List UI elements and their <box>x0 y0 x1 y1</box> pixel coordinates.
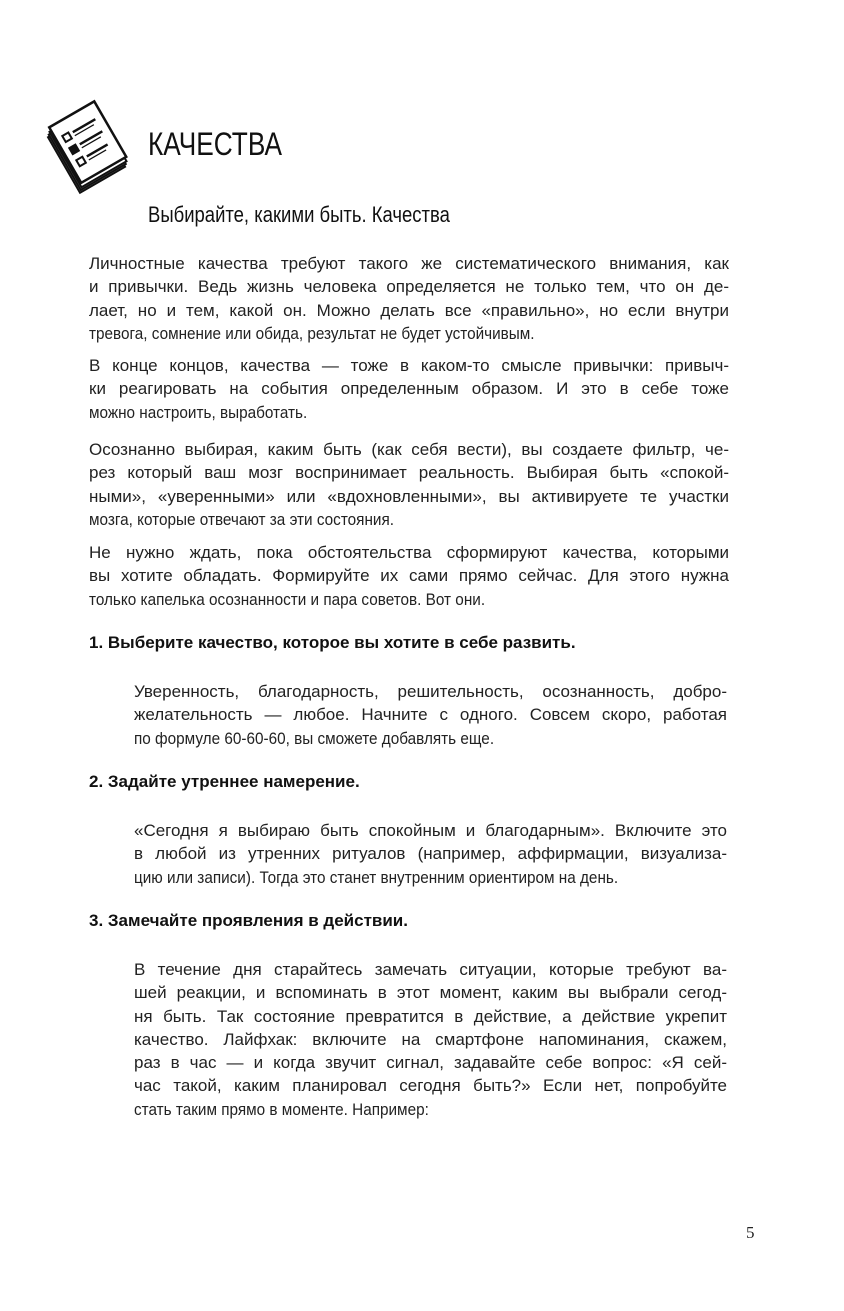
intro-paragraph-4 <box>89 541 729 611</box>
text-line: цию или записи). Тогда это станет внутренним ориентиром на день. <box>134 867 619 887</box>
intro-paragraph-3 <box>89 438 729 531</box>
text-line: можно настроить, выработать. <box>89 402 308 422</box>
text-line: вы хотите обладать. Формируйте их сами прямо сейчас. Для этого нужна <box>89 566 729 586</box>
text-line: желательность — любое. Начните с одного. Совсем скоро, работая <box>134 705 727 725</box>
text-line: раз в час — и когда звучит сигнал, задавайте себе вопрос: «Я сей- <box>134 1053 727 1073</box>
text-line: Личностные качества требуют такого же систематического внимания, как <box>89 254 729 273</box>
text-line: В течение дня старайтесь замечать ситуации, которые требуют ва- <box>134 960 727 979</box>
step-3-heading: 3. Замечайте проявления в действии. <box>89 911 408 930</box>
chapter-subtitle: Выбирайте, какими быть. Качества <box>148 202 450 227</box>
intro-paragraph-1 <box>89 252 729 345</box>
text-line: в любой из утренних ритуалов (например, аффирмации, визуализа- <box>134 844 727 864</box>
step-1-text <box>134 680 727 750</box>
text-line: ными», «уверенными» или «вдохновленными», вы активируете те участки <box>89 486 729 506</box>
chapter-title: КАЧЕСТВА <box>148 126 282 162</box>
text-line: только капелька осознанности и пара советов. Вот они. <box>89 589 486 609</box>
step-2-text <box>134 819 727 889</box>
text-line: ки реагировать на события определенным образом. И это в себе тоже <box>89 379 729 399</box>
page-number: 5 <box>746 1223 755 1242</box>
step-1-heading: 1. Выберите качество, которое вы хотите в себе развить. <box>89 633 576 652</box>
text-line: тревога, сомнение или обида, результат не будет устойчивым. <box>89 323 535 343</box>
text-line: «Сегодня я выбираю быть спокойным и благодарным». Включите это <box>134 821 727 840</box>
text-line: лает, но и тем, какой он. Можно делать все «правильно», но если внутри <box>89 300 729 320</box>
text-line: ня быть. Так состояние превратится в действие, а действие укрепит <box>134 1006 727 1026</box>
text-line: Осознанно выбирая, каким быть (как себя вести), вы создаете фильтр, че- <box>89 440 729 459</box>
text-line: час такой, каким планировал сегодня быть?» Если нет, попробуйте <box>134 1076 727 1096</box>
text-line: по формуле 60-60-60, вы сможете добавлять еще. <box>134 728 495 748</box>
text-line: В конце концов, качества — тоже в каком-то смысле привычки: привыч- <box>89 356 729 375</box>
intro-paragraph-2 <box>89 354 729 424</box>
text-line: Не нужно ждать, пока обстоятельства сформируют качества, которыми <box>89 543 729 562</box>
step-3-text <box>134 958 727 1121</box>
step-2-heading: 2. Задайте утреннее намерение. <box>89 772 360 791</box>
text-line: шей реакции, и вспоминать в этот момент, каким вы выбрали сегод- <box>134 983 727 1003</box>
text-line: рез который ваш мозг воспринимает реальность. Выбирая быть «спокой- <box>89 463 729 483</box>
text-line: стать таким прямо в моменте. Например: <box>134 1099 429 1119</box>
text-line: Уверенность, благодарность, решительность, осознанность, добро- <box>134 682 727 701</box>
text-line: мозга, которые отвечают за эти состояния. <box>89 509 394 529</box>
text-line: и привычки. Ведь жизнь человека определяется не только тем, что он де- <box>89 277 729 297</box>
text-line: качество. Лайфхак: включите на смартфоне напоминания, скажем, <box>134 1029 727 1049</box>
checklist-notepad-icon <box>44 98 136 198</box>
